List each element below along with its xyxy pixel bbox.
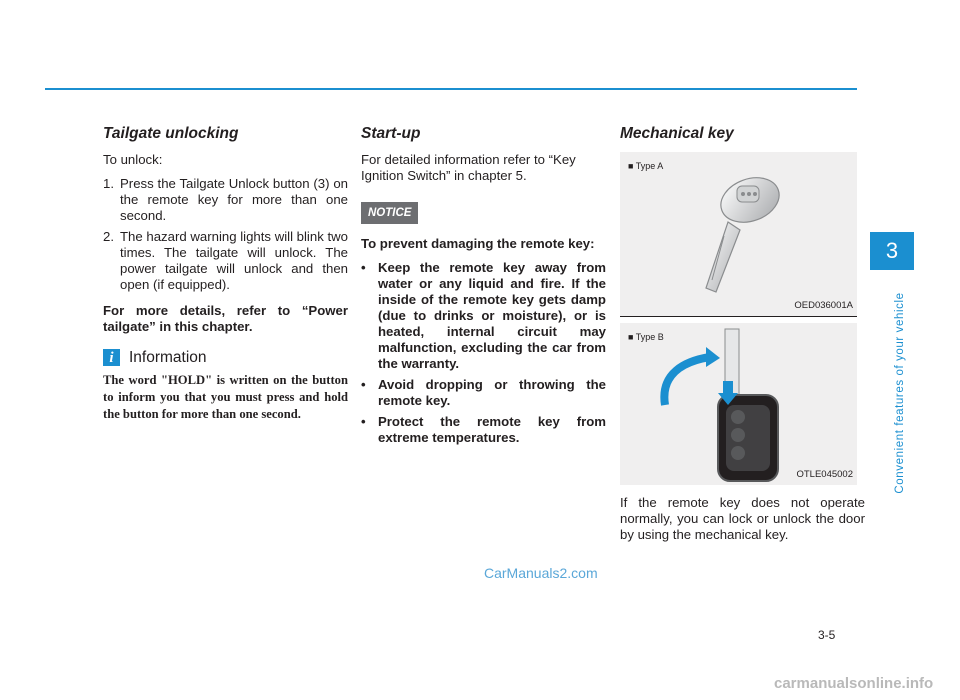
column-tailgate-unlocking <box>103 126 348 423</box>
remote-key-type-b-illustration <box>620 323 857 485</box>
bullet-text: Avoid dropping or throwing the remote key. <box>378 377 606 408</box>
page-number: 3-5 <box>818 628 836 642</box>
bullet-text: Keep the remote key away from water or any liquid and fire. If the inside of the remote key gets damp (due to drinks or moisture), or is heated, internal circuit may malfunction, excluding the car from the warranty. <box>378 260 606 371</box>
chapter-title-vertical <box>892 292 908 494</box>
figure-label: ■ Type A <box>628 161 664 171</box>
mechanical-key-text: If the remote key does not operate normally, you can lock or unlock the door by using the mechanical key. <box>620 495 865 542</box>
step-item <box>103 229 348 293</box>
bullet-marker: • <box>361 260 366 275</box>
intro-text: For detailed information refer to “Key Ignition Switch” in chapter 5. <box>361 152 576 183</box>
notice-bullet <box>361 377 606 409</box>
figure-type-a <box>620 152 857 317</box>
figure-type-b <box>620 323 857 485</box>
notice-bullet-list <box>361 260 606 446</box>
information-icon: i <box>103 349 120 366</box>
chapter-title-text: Convenient features of your vehicle <box>894 292 906 494</box>
details-reference: For more details, refer to “Power tailgate” in this chapter. <box>103 303 348 334</box>
column-mechanical-key <box>620 126 865 551</box>
information-title: Information <box>129 348 207 366</box>
information-text: The word "HOLD" is written on the button to inform you that you must press and hold the button for more than one second. <box>103 373 348 421</box>
step-list <box>103 176 348 293</box>
step-text: Press the Tailgate Unlock button (3) on the remote key for more than one second. <box>120 176 348 223</box>
watermark-link[interactable]: CarManuals2.com <box>484 565 598 581</box>
step-text: The hazard warning lights will blink two times. The tailgate will unlock. The power tailgate will unlock and then open (if equipped). <box>120 229 348 292</box>
section-heading: Start-up <box>361 125 421 142</box>
bullet-text: Protect the remote key from extreme temperatures. <box>378 414 606 445</box>
section-heading: Mechanical key <box>620 125 734 142</box>
figure-code: OTLE045002 <box>796 469 853 480</box>
top-rule <box>45 88 857 90</box>
figure-code: OED036001A <box>794 300 853 311</box>
bullet-marker: • <box>361 414 366 429</box>
bullet-marker: • <box>361 377 366 392</box>
column-start-up <box>361 126 606 456</box>
intro-text: To unlock: <box>103 152 163 167</box>
step-item <box>103 176 348 224</box>
notice-lead: To prevent damaging the remote key: <box>361 236 595 251</box>
chapter-tab: 3 <box>870 232 914 270</box>
notice-bullet <box>361 414 606 446</box>
notice-badge: NOTICE <box>361 202 418 224</box>
notice-bullet <box>361 260 606 372</box>
step-number: 2. <box>103 229 114 244</box>
information-header <box>103 349 348 366</box>
mechanical-key-type-a-illustration <box>620 152 857 316</box>
section-heading: Tailgate unlocking <box>103 125 239 142</box>
step-number: 1. <box>103 176 114 191</box>
figure-label: ■ Type B <box>628 332 664 342</box>
footer-watermark: carmanualsonline.info <box>774 675 934 692</box>
